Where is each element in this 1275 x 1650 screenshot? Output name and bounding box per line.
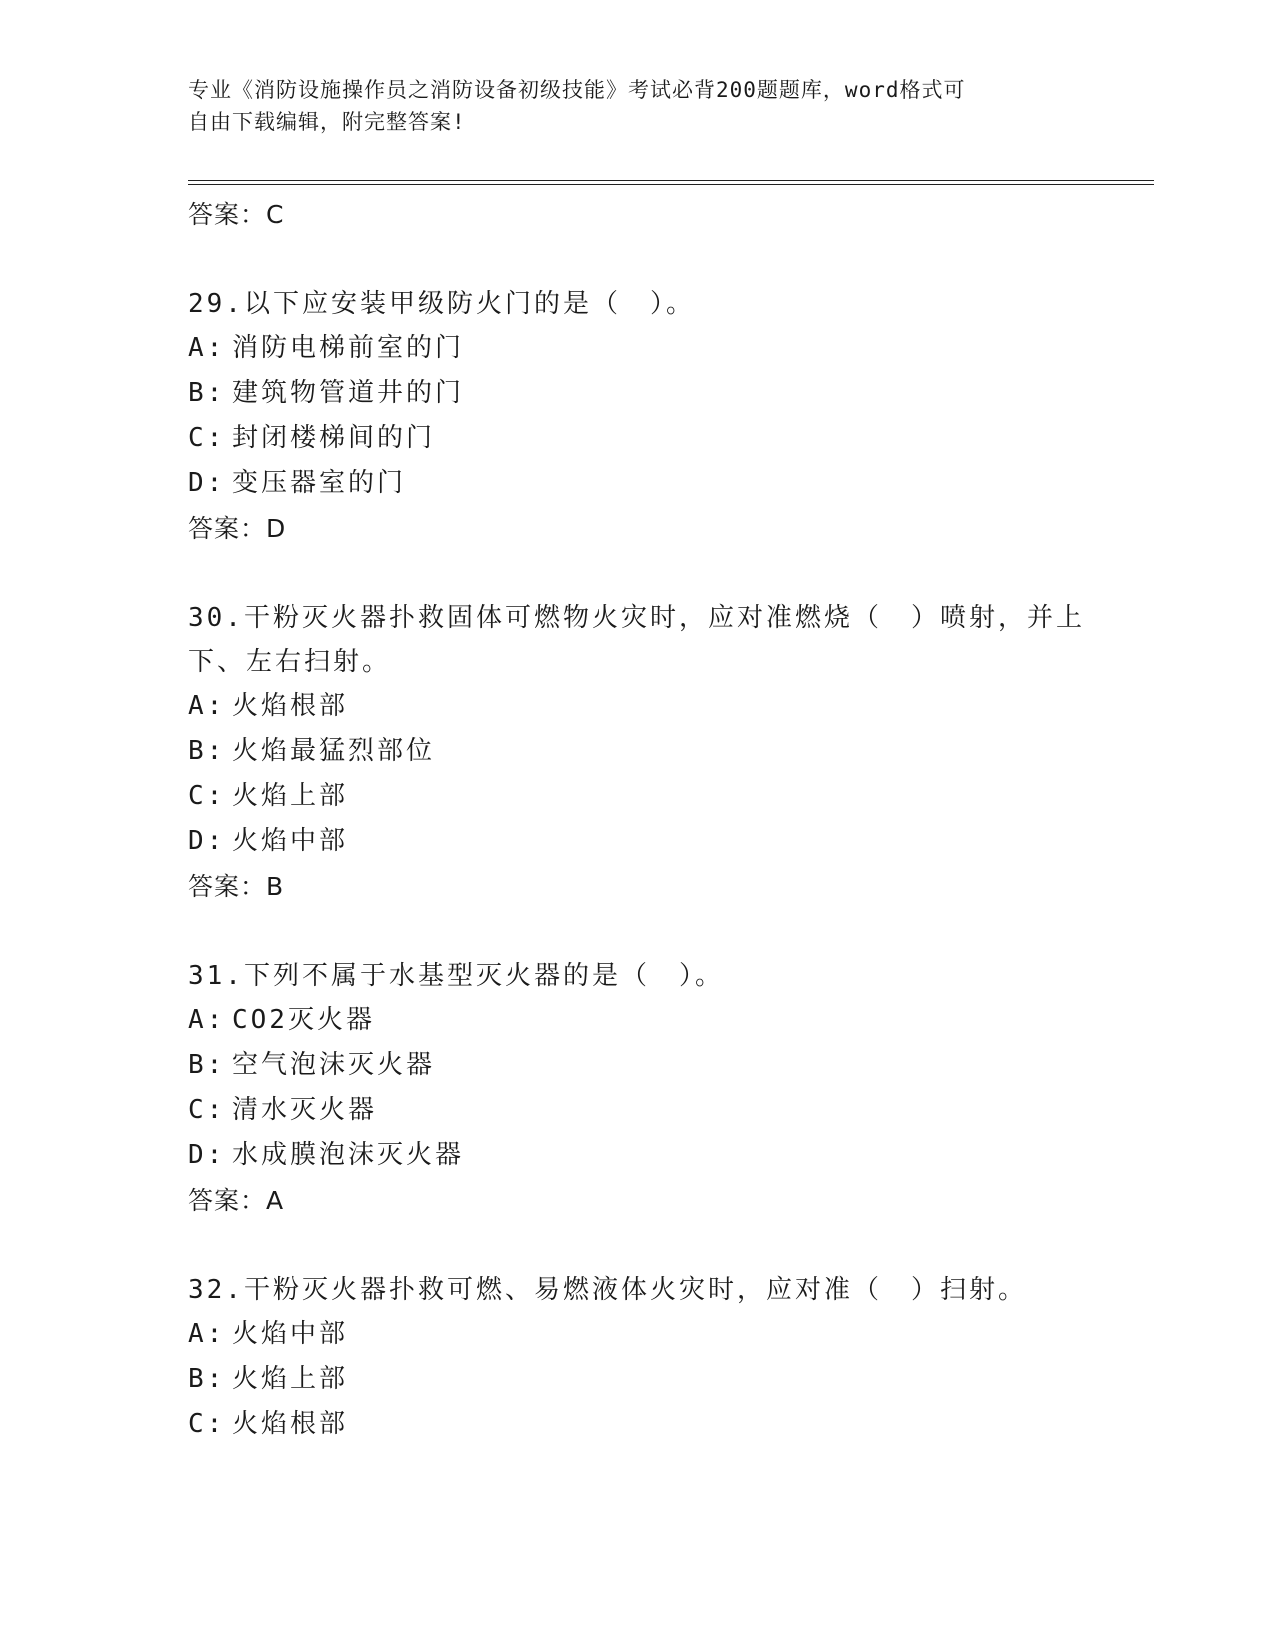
document-header bbox=[188, 74, 1088, 138]
option-c bbox=[188, 774, 1088, 819]
option-letter: B: bbox=[188, 1364, 226, 1394]
answer-line bbox=[188, 506, 1088, 552]
option-letter: C: bbox=[188, 1095, 226, 1125]
question-text: 29.以下应安装甲级防火门的是（ ）。 bbox=[188, 289, 695, 319]
question-29 bbox=[188, 282, 1088, 552]
question-text: 30.干粉灭火器扑救固体可燃物火灾时，应对准燃烧（ ）喷射，并上下、左右扫射。 bbox=[188, 603, 1085, 677]
option-letter: D: bbox=[188, 468, 226, 498]
option-letter: A: bbox=[188, 1319, 226, 1349]
option-c bbox=[188, 416, 1088, 461]
option-letter: D: bbox=[188, 1140, 226, 1170]
question-31 bbox=[188, 954, 1088, 1224]
option-text: 火焰根部 bbox=[232, 691, 349, 721]
header-line-2: 自由下载编辑，附完整答案! bbox=[188, 110, 466, 134]
option-text: 火焰上部 bbox=[232, 781, 349, 811]
option-text: 清水灭火器 bbox=[232, 1095, 378, 1125]
spacer bbox=[188, 238, 1088, 282]
header-line-1: 专业《消防设施操作员之消防设备初级技能》考试必背200题题库，word格式可 bbox=[188, 78, 966, 102]
question-30 bbox=[188, 596, 1088, 910]
spacer bbox=[188, 910, 1088, 954]
option-d bbox=[188, 461, 1088, 506]
option-d bbox=[188, 819, 1088, 864]
answer-value: D bbox=[266, 514, 287, 543]
option-letter: A: bbox=[188, 333, 226, 363]
answer-value: B bbox=[266, 872, 285, 901]
option-text: 水成膜泡沫灭火器 bbox=[232, 1140, 465, 1170]
option-text: 火焰中部 bbox=[232, 1319, 349, 1349]
option-text: 变压器室的门 bbox=[232, 468, 407, 498]
option-letter: B: bbox=[188, 736, 226, 766]
answer-line bbox=[188, 1178, 1088, 1224]
option-text: 空气泡沫灭火器 bbox=[232, 1050, 436, 1080]
spacer bbox=[188, 1224, 1088, 1268]
option-letter: A: bbox=[188, 1005, 226, 1035]
option-a bbox=[188, 998, 1088, 1043]
answer-line bbox=[188, 192, 1088, 238]
option-text: 消防电梯前室的门 bbox=[232, 333, 465, 363]
answer-value: C bbox=[266, 200, 285, 229]
question-32 bbox=[188, 1268, 1088, 1447]
option-letter: C: bbox=[188, 1409, 226, 1439]
option-letter: A: bbox=[188, 691, 226, 721]
option-text: 火焰上部 bbox=[232, 1364, 349, 1394]
question-text: 31.下列不属于水基型灭火器的是（ ）。 bbox=[188, 961, 724, 991]
answer-label: 答案： bbox=[188, 1186, 267, 1215]
header-rule-top bbox=[188, 180, 1154, 181]
answer-line bbox=[188, 864, 1088, 910]
answer-label: 答案： bbox=[188, 872, 267, 901]
option-text: 火焰最猛烈部位 bbox=[232, 736, 436, 766]
option-letter: B: bbox=[188, 1050, 226, 1080]
option-b bbox=[188, 371, 1088, 416]
option-a bbox=[188, 326, 1088, 371]
option-d bbox=[188, 1133, 1088, 1178]
option-letter: B: bbox=[188, 378, 226, 408]
option-b bbox=[188, 1357, 1088, 1402]
header-rule-bottom bbox=[188, 184, 1154, 185]
option-b bbox=[188, 1043, 1088, 1088]
option-text: 建筑物管道井的门 bbox=[232, 378, 465, 408]
option-text: 火焰根部 bbox=[232, 1409, 349, 1439]
answer-value: A bbox=[266, 1186, 285, 1215]
option-a bbox=[188, 684, 1088, 729]
option-b bbox=[188, 729, 1088, 774]
option-text: CO2灭火器 bbox=[232, 1005, 375, 1035]
option-a bbox=[188, 1312, 1088, 1357]
option-text: 封闭楼梯间的门 bbox=[232, 423, 436, 453]
answer-label: 答案： bbox=[188, 200, 267, 229]
question-text: 32.干粉灭火器扑救可燃、易燃液体火灾时，应对准（ ）扫射。 bbox=[188, 1275, 1027, 1305]
option-letter: C: bbox=[188, 423, 226, 453]
option-letter: C: bbox=[188, 781, 226, 811]
option-text: 火焰中部 bbox=[232, 826, 349, 856]
option-letter: D: bbox=[188, 826, 226, 856]
spacer bbox=[188, 552, 1088, 596]
document-body bbox=[188, 192, 1088, 1447]
option-c bbox=[188, 1088, 1088, 1133]
option-c bbox=[188, 1402, 1088, 1447]
answer-label: 答案： bbox=[188, 514, 267, 543]
